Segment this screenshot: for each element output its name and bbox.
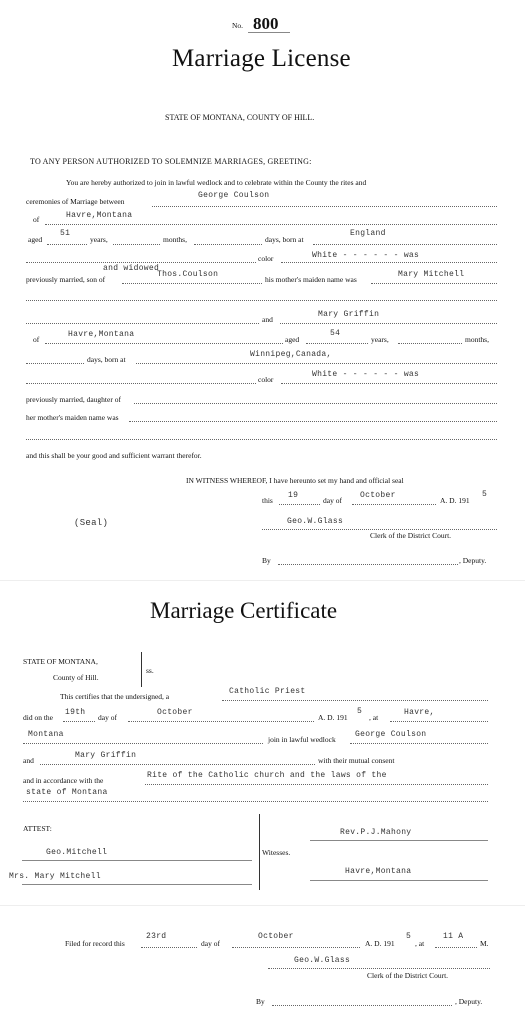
blank-line-2 bbox=[26, 300, 497, 301]
warrant-text: and this shall be your good and sufficient warrant therefor. bbox=[26, 451, 202, 460]
attest-label: ATTEST: bbox=[23, 824, 52, 833]
officiant-line bbox=[222, 700, 488, 701]
attest-line-1 bbox=[22, 860, 252, 861]
ad-label: A. D. 191 bbox=[440, 496, 470, 505]
cert-place-line bbox=[390, 721, 488, 722]
cert-day-of-label: day of bbox=[98, 713, 117, 722]
cert-clerk-signature: Geo.W.Glass bbox=[294, 956, 351, 965]
filed-label: Filed for record this bbox=[65, 939, 125, 948]
cert-at-label: , at bbox=[369, 713, 379, 722]
license-deputy-line bbox=[278, 564, 458, 565]
day-line bbox=[279, 504, 320, 505]
cert-clerk-label: Clerk of the District Court. bbox=[367, 971, 449, 980]
rite-text-2: state of Montana bbox=[26, 788, 108, 797]
filed-year-digit: 5 bbox=[406, 932, 412, 941]
cert-place-state: Montana bbox=[28, 730, 64, 739]
ceremonies-label: ceremonies of Marriage between bbox=[26, 197, 125, 206]
license-month: October bbox=[360, 491, 396, 500]
cert-by-label: By bbox=[256, 997, 265, 1006]
filed-month-line bbox=[232, 947, 360, 948]
bride-years-label: years, bbox=[371, 335, 389, 344]
days-line bbox=[194, 244, 262, 245]
bride-days-born-label: days, born at bbox=[87, 355, 126, 364]
witnesses-label: Witesses. bbox=[262, 848, 291, 857]
cert-deputy-label: , Deputy. bbox=[455, 997, 483, 1006]
license-number-label: No. bbox=[232, 21, 244, 30]
blank-line-5 bbox=[26, 439, 497, 440]
license-year-digit: 5 bbox=[482, 490, 488, 499]
attest-line-2 bbox=[22, 884, 252, 885]
groom-father: Thos.Coulson bbox=[157, 270, 219, 279]
cert-county-label: County of Hill. bbox=[53, 673, 99, 682]
groom-birthplace: England bbox=[350, 229, 386, 238]
bride-color-label: color bbox=[258, 375, 274, 384]
months-line bbox=[113, 244, 160, 245]
color-line bbox=[281, 262, 497, 263]
daughter-of-line bbox=[134, 403, 497, 404]
filed-day-line bbox=[141, 947, 197, 948]
priest-line bbox=[310, 840, 488, 841]
bride-of-label: of bbox=[33, 335, 40, 344]
license-day: 19 bbox=[288, 491, 299, 500]
this-label: this bbox=[262, 496, 273, 505]
blank-line-3 bbox=[26, 323, 259, 324]
cert-bride-line bbox=[40, 764, 315, 765]
groom-age-line bbox=[47, 244, 87, 245]
groom-name: George Coulson bbox=[198, 191, 270, 200]
and-label: and bbox=[262, 315, 273, 324]
bride-name: Mary Griffin bbox=[318, 310, 380, 319]
attest-signature-1: Geo.Mitchell bbox=[46, 848, 108, 857]
bride-age-line bbox=[306, 343, 368, 344]
state-county-heading: STATE OF MONTANA, COUNTY OF HILL. bbox=[165, 113, 315, 122]
license-number-underline bbox=[248, 32, 290, 33]
father-line bbox=[122, 283, 262, 284]
groom-residence: Havre,Montana bbox=[66, 211, 133, 220]
filed-ad-label: A. D. 191 bbox=[365, 939, 395, 948]
filed-day: 23rd bbox=[146, 932, 167, 941]
bride-residence: Havre,Montana bbox=[68, 330, 135, 339]
cert-groom-line bbox=[350, 743, 488, 744]
cert-clerk-line bbox=[268, 968, 490, 969]
month-line bbox=[352, 504, 436, 505]
groom-marital: and widowed bbox=[103, 264, 160, 273]
rite-line-2 bbox=[23, 801, 488, 802]
bride-aged-label: aged bbox=[285, 335, 300, 344]
filed-day-of-label: day of bbox=[201, 939, 220, 948]
cert-place-city: Havre, bbox=[404, 708, 435, 717]
cert-groom-name: George Coulson bbox=[355, 730, 427, 739]
mother-line bbox=[371, 283, 497, 284]
rite-line bbox=[145, 784, 488, 785]
groom-residence-line bbox=[45, 224, 497, 225]
bride-days-line bbox=[26, 363, 84, 364]
license-title: Marriage License bbox=[172, 45, 351, 72]
officiant-title: Catholic Priest bbox=[229, 687, 306, 696]
birthplace-line bbox=[313, 244, 497, 245]
filed-m-label: M. bbox=[480, 939, 489, 948]
bride-residence-line bbox=[45, 343, 283, 344]
license-by-label: By bbox=[262, 556, 271, 565]
join-label: join in lawful wedlock bbox=[268, 735, 336, 744]
filed-time: 11 A bbox=[443, 932, 464, 941]
cert-month: October bbox=[157, 708, 193, 717]
clerk-signature-line bbox=[262, 529, 497, 530]
cert-state-label: STATE OF MONTANA, bbox=[23, 657, 98, 666]
priest-signature: Rev.P.J.Mahony bbox=[340, 828, 412, 837]
mothers-maiden-label: his mother's maiden name was bbox=[265, 275, 357, 284]
cert-deputy-line bbox=[272, 1005, 452, 1006]
witness-brace bbox=[259, 814, 260, 890]
seal-label: (Seal) bbox=[74, 518, 109, 528]
license-deputy-label: , Deputy. bbox=[459, 556, 487, 565]
bride-months-label: months, bbox=[465, 335, 489, 344]
bride-age: 54 bbox=[330, 329, 341, 338]
color-label: color bbox=[258, 254, 274, 263]
bride-months-line bbox=[398, 343, 462, 344]
blank-line-4 bbox=[26, 383, 256, 384]
days-born-label: days, born at bbox=[265, 235, 304, 244]
filed-time-line bbox=[435, 947, 477, 948]
consent-label: with their mutual consent bbox=[318, 756, 395, 765]
day-of-label: day of bbox=[323, 496, 342, 505]
months-label: months, bbox=[163, 235, 187, 244]
accordance-label: and in accordance with the bbox=[23, 776, 104, 785]
of-label: of bbox=[33, 215, 40, 224]
her-mother-line bbox=[129, 421, 497, 422]
cert-ad-label: A. D. 191 bbox=[318, 713, 348, 722]
page-fold-2 bbox=[0, 905, 525, 906]
cert-and-label: and bbox=[23, 756, 34, 765]
certificate-title: Marriage Certificate bbox=[150, 598, 338, 623]
cert-bride-name: Mary Griffin bbox=[75, 751, 137, 760]
her-mother-label: her mother's maiden name was bbox=[26, 413, 119, 422]
cert-day-line bbox=[63, 721, 95, 722]
blank-line-1 bbox=[26, 262, 256, 263]
filed-at-label: , at bbox=[415, 939, 425, 948]
cert-day: 19th bbox=[65, 708, 86, 717]
license-clerk-signature: Geo.W.Glass bbox=[287, 517, 344, 526]
rite-text: Rite of the Catholic church and the laws of the bbox=[147, 771, 387, 780]
years-label: years, bbox=[90, 235, 108, 244]
groom-name-line bbox=[152, 206, 497, 207]
bride-birthplace: Winnipeg,Canada, bbox=[250, 350, 332, 359]
license-clerk-label: Clerk of the District Court. bbox=[370, 531, 452, 540]
authorize-text: You are hereby authorized to join in lawful wedlock and to celebrate within the County the rites and bbox=[66, 178, 367, 187]
page-fold bbox=[0, 580, 525, 581]
ss-brace bbox=[141, 652, 142, 687]
groom-mother: Mary Mitchell bbox=[398, 270, 465, 279]
priest-place: Havre,Montana bbox=[345, 867, 412, 876]
bride-color-line bbox=[281, 383, 497, 384]
attest-signature-2: Mrs. Mary Mitchell bbox=[9, 872, 101, 881]
groom-color: White - - - - - - was bbox=[312, 251, 420, 260]
prev-married-son-label: previously married, son of bbox=[26, 275, 106, 284]
ss-label: ss. bbox=[146, 666, 154, 675]
groom-age: 51 bbox=[60, 229, 71, 238]
greeting: TO ANY PERSON AUTHORIZED TO SOLEMNIZE MARRIAGES, GREETING: bbox=[30, 157, 312, 166]
cert-year-digit: 5 bbox=[357, 707, 363, 716]
witness-text: IN WITNESS WHEREOF, I have hereunto set my hand and official seal bbox=[186, 476, 404, 485]
prev-married-daughter-label: previously married, daughter of bbox=[26, 395, 121, 404]
license-number: 800 bbox=[253, 14, 279, 33]
bride-name-line bbox=[280, 323, 497, 324]
certifies-label: This certifies that the undersigned, a bbox=[60, 692, 170, 701]
aged-label: aged bbox=[28, 235, 43, 244]
priest-place-line bbox=[310, 880, 488, 881]
cert-place-line-2 bbox=[23, 743, 263, 744]
bride-color: White - - - - - - was bbox=[312, 370, 420, 379]
bride-birthplace-line bbox=[136, 363, 497, 364]
did-on-label: did on the bbox=[23, 713, 53, 722]
cert-month-line bbox=[128, 721, 314, 722]
filed-month: October bbox=[258, 932, 294, 941]
